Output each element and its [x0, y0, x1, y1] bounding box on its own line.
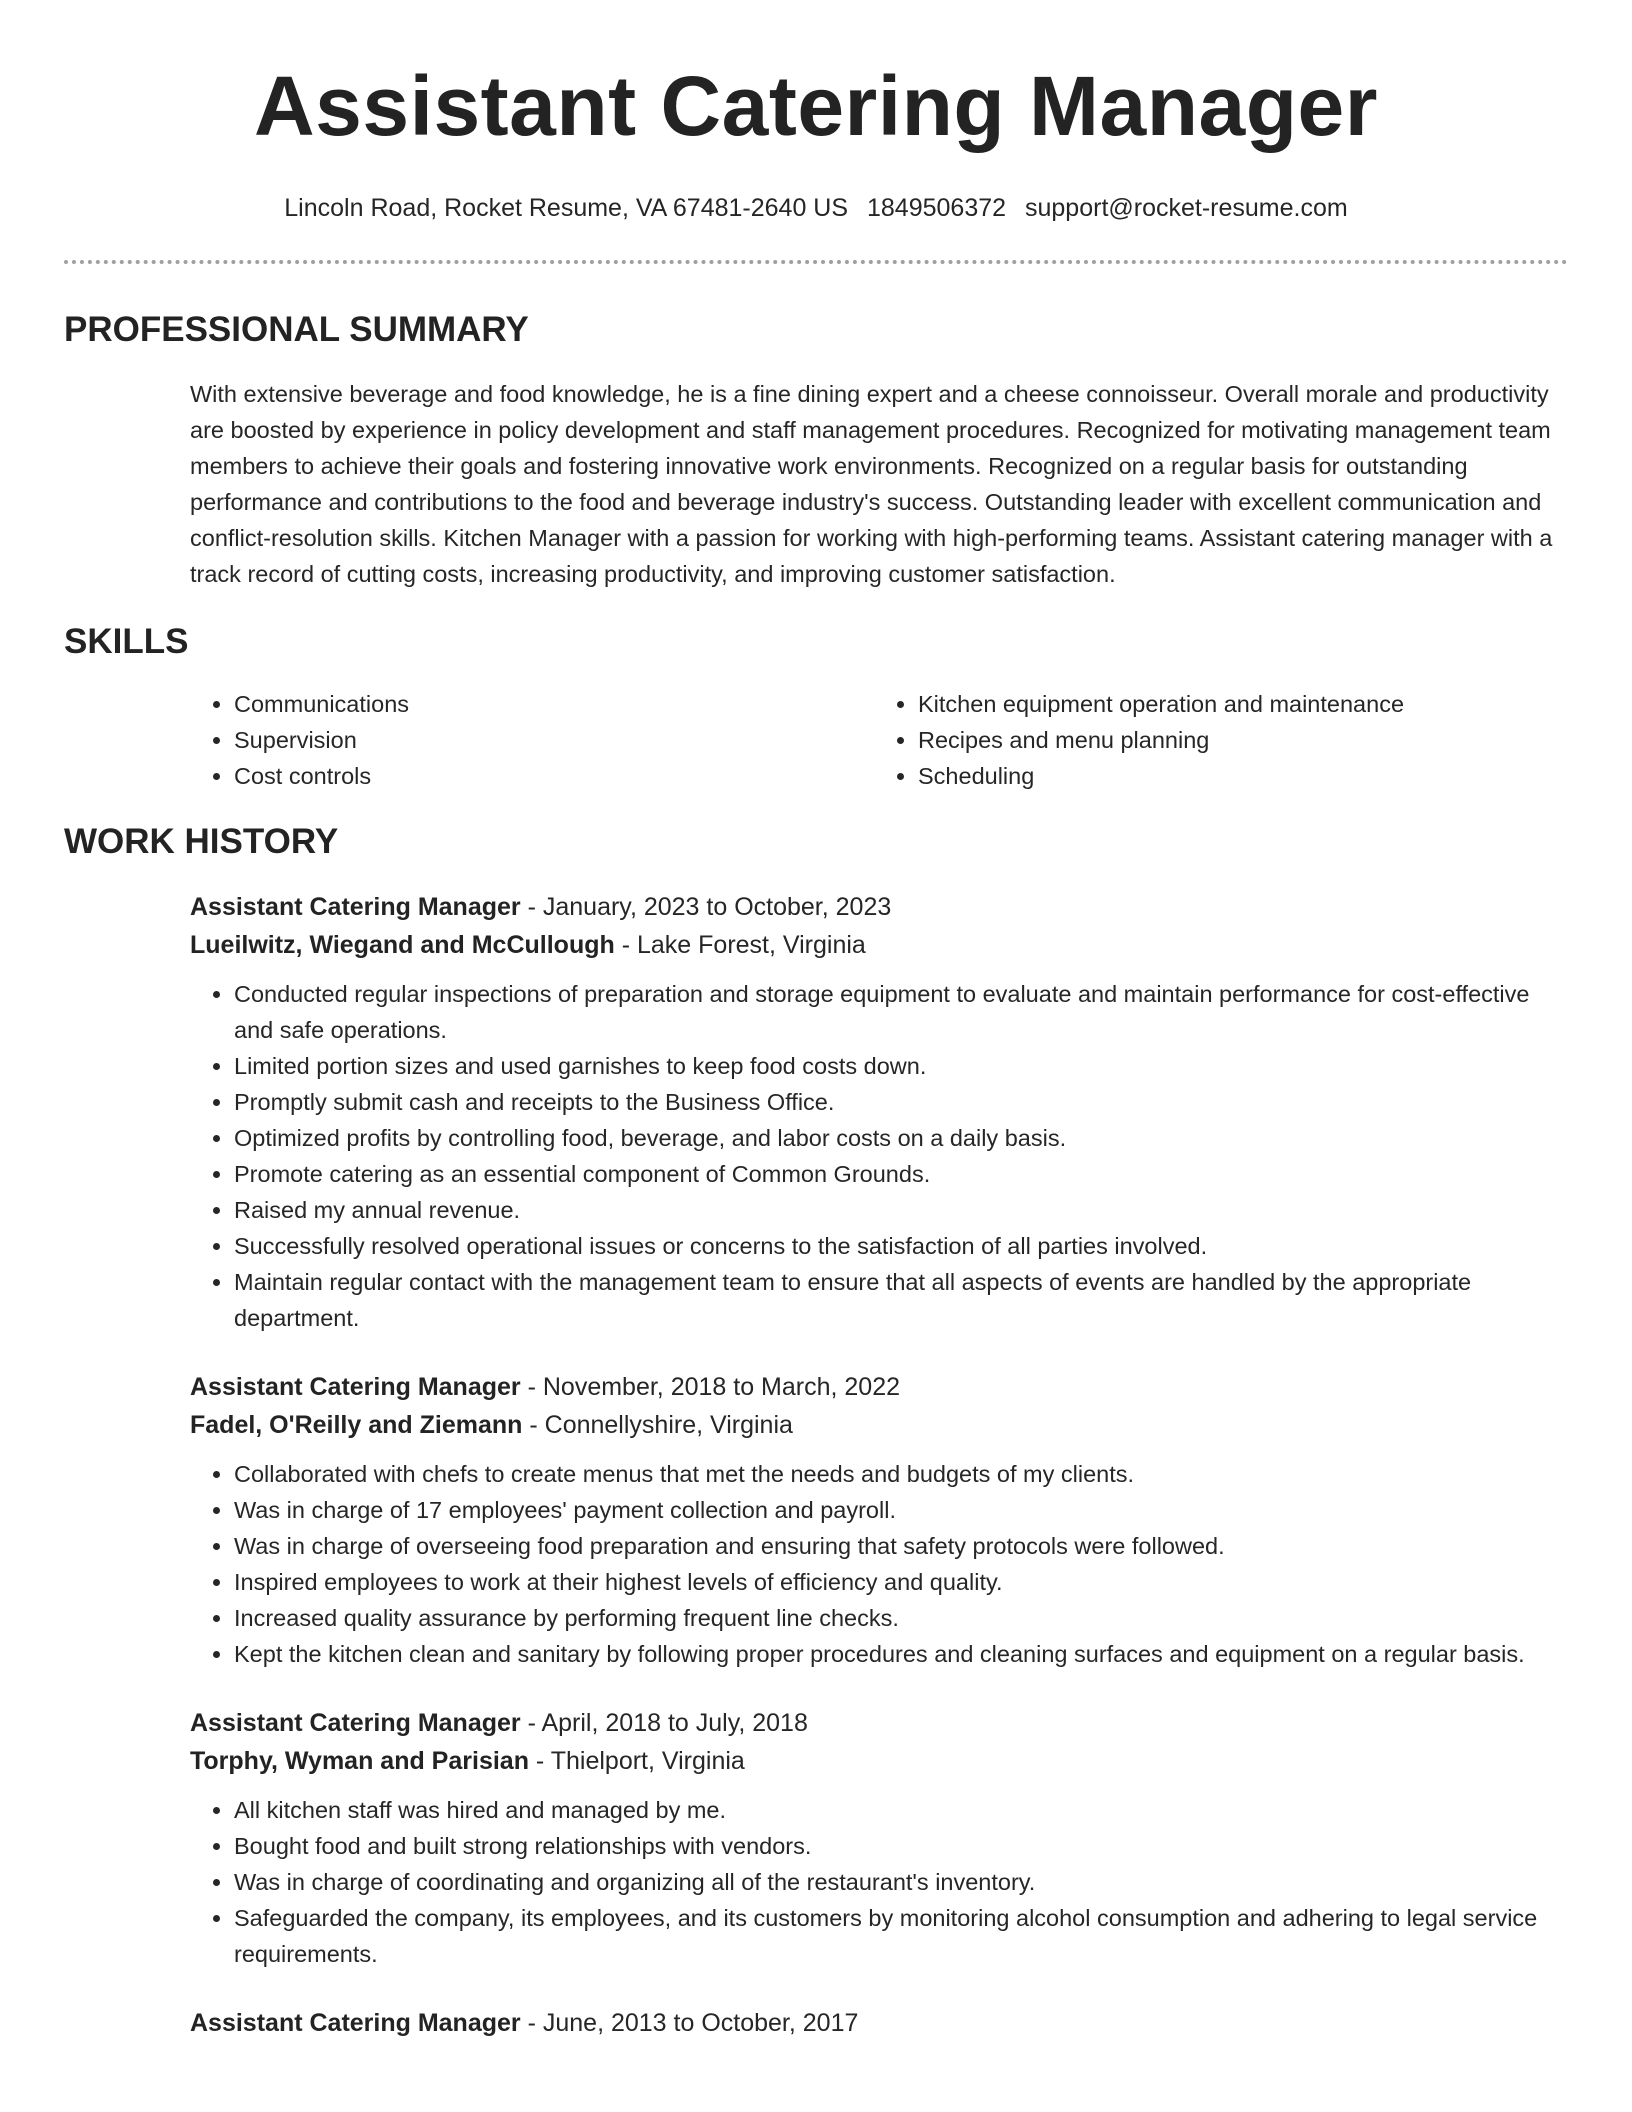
job-role: Assistant Catering Manager — [190, 893, 521, 921]
job-company: Torphy, Wyman and Parisian — [190, 1747, 529, 1775]
job-bullet: • Promote catering as an essential component of Common Grounds. — [234, 1156, 1568, 1192]
job-location: - Lake Forest, Virginia — [614, 931, 866, 959]
job-location: - Connellyshire, Virginia — [522, 1411, 793, 1439]
skills-column-right — [874, 686, 1558, 794]
job-role: Assistant Catering Manager — [190, 1373, 521, 1401]
job-dates: - January, 2023 to October, 2023 — [520, 893, 892, 921]
skills-heading: SKILLS — [64, 622, 189, 661]
skill-item: • Supervision — [234, 722, 874, 758]
work-history-heading: WORK HISTORY — [64, 822, 339, 861]
job-title-line — [190, 1368, 1568, 1406]
job-bullet: • All kitchen staff was hired and managed by me. — [234, 1792, 1568, 1828]
summary-heading: PROFESSIONAL SUMMARY — [64, 310, 529, 349]
candidate-name: Assistant Catering Manager — [254, 59, 1378, 153]
job-bullet: • Promptly submit cash and receipts to the Business Office. — [234, 1084, 1568, 1120]
job-bullet: • Limited portion sizes and used garnishes to keep food costs down. — [234, 1048, 1568, 1084]
summary-text: With extensive beverage and food knowledge, he is a fine dining expert and a cheese connoisseur. Overall morale and productivity are boosted by experience in policy development and staff management procedures. Recognized for motivating management team members to achieve their goals and fostering innovative work environments. Recognized on a regular basis for outstanding performance and contributions to the food and beverage industry's success. Outstanding leader with excellent communication and conflict-resolution skills. Kitchen Manager with a passion for working with high-performing teams. Assistant catering manager with a track record of cutting costs, increasing productivity, and improving customer satisfaction. — [190, 381, 1553, 587]
job-bullet: • Was in charge of 17 employees' payment collection and payroll. — [234, 1492, 1568, 1528]
job-company-line — [190, 926, 1568, 964]
skill-item: • Scheduling — [918, 758, 1558, 794]
job-bullet: • Was in charge of overseeing food preparation and ensuring that safety protocols were followed. — [234, 1528, 1568, 1564]
job-entry — [190, 2004, 1568, 2042]
job-company: Lueilwitz, Wiegand and McCullough — [190, 931, 615, 959]
job-bullet: • Maintain regular contact with the management team to ensure that all aspects of events are handled by the appropriate department. — [234, 1264, 1568, 1336]
job-company-line — [190, 1406, 1568, 1444]
skill-item: • Communications — [234, 686, 874, 722]
job-bullet: • Raised my annual revenue. — [234, 1192, 1568, 1228]
skills-column-left — [190, 686, 874, 794]
job-dates: - November, 2018 to March, 2022 — [520, 1373, 901, 1401]
job-role: Assistant Catering Manager — [190, 1709, 521, 1737]
skills-list — [190, 686, 1568, 794]
contact-email: support@rocket-resume.com — [1025, 194, 1348, 222]
contact-line — [64, 192, 1568, 224]
contact-address: Lincoln Road, Rocket Resume, VA 67481-2640 US — [284, 194, 849, 222]
job-company: Fadel, O'Reilly and Ziemann — [190, 1411, 523, 1439]
job-bullet: • Increased quality assurance by performing frequent line checks. — [234, 1600, 1568, 1636]
contact-phone: 1849506372 — [867, 194, 1007, 222]
job-bullet: • Kept the kitchen clean and sanitary by following proper procedures and cleaning surfaces and equipment on a regular basis. — [234, 1636, 1568, 1672]
job-bullet: • Inspired employees to work at their highest levels of efficiency and quality. — [234, 1564, 1568, 1600]
job-bullet: • Conducted regular inspections of preparation and storage equipment to evaluate and maintain performance for cost-effective and safe operations. — [234, 976, 1568, 1048]
job-bullets — [190, 1792, 1568, 1972]
job-title-line — [190, 888, 1568, 926]
job-location: - Thielport, Virginia — [528, 1747, 745, 1775]
skill-item: • Cost controls — [234, 758, 874, 794]
skill-item: • Recipes and menu planning — [918, 722, 1558, 758]
job-company-line — [190, 1742, 1568, 1780]
job-bullet: • Successfully resolved operational issues or concerns to the satisfaction of all parties involved. — [234, 1228, 1568, 1264]
job-dates: - June, 2013 to October, 2017 — [520, 2009, 859, 2037]
job-dates: - April, 2018 to July, 2018 — [520, 1709, 808, 1737]
job-bullet: • Safeguarded the company, its employees, and its customers by monitoring alcohol consumption and adhering to legal service requirements. — [234, 1900, 1568, 1972]
job-entry — [190, 888, 1568, 1336]
job-bullet: • Optimized profits by controlling food, beverage, and labor costs on a daily basis. — [234, 1120, 1568, 1156]
job-entry — [190, 1704, 1568, 1972]
job-bullet: • Was in charge of coordinating and organizing all of the restaurant's inventory. — [234, 1864, 1568, 1900]
job-entry — [190, 1368, 1568, 1672]
job-bullet: • Collaborated with chefs to create menus that met the needs and budgets of my clients. — [234, 1456, 1568, 1492]
job-bullet: • Bought food and built strong relationships with vendors. — [234, 1828, 1568, 1864]
job-bullets — [190, 1456, 1568, 1672]
job-bullets — [190, 976, 1568, 1336]
job-title-line — [190, 1704, 1568, 1742]
header-divider — [64, 260, 1568, 264]
job-role: Assistant Catering Manager — [190, 2009, 521, 2037]
job-title-line — [190, 2004, 1568, 2042]
skill-item: • Kitchen equipment operation and maintenance — [918, 686, 1558, 722]
